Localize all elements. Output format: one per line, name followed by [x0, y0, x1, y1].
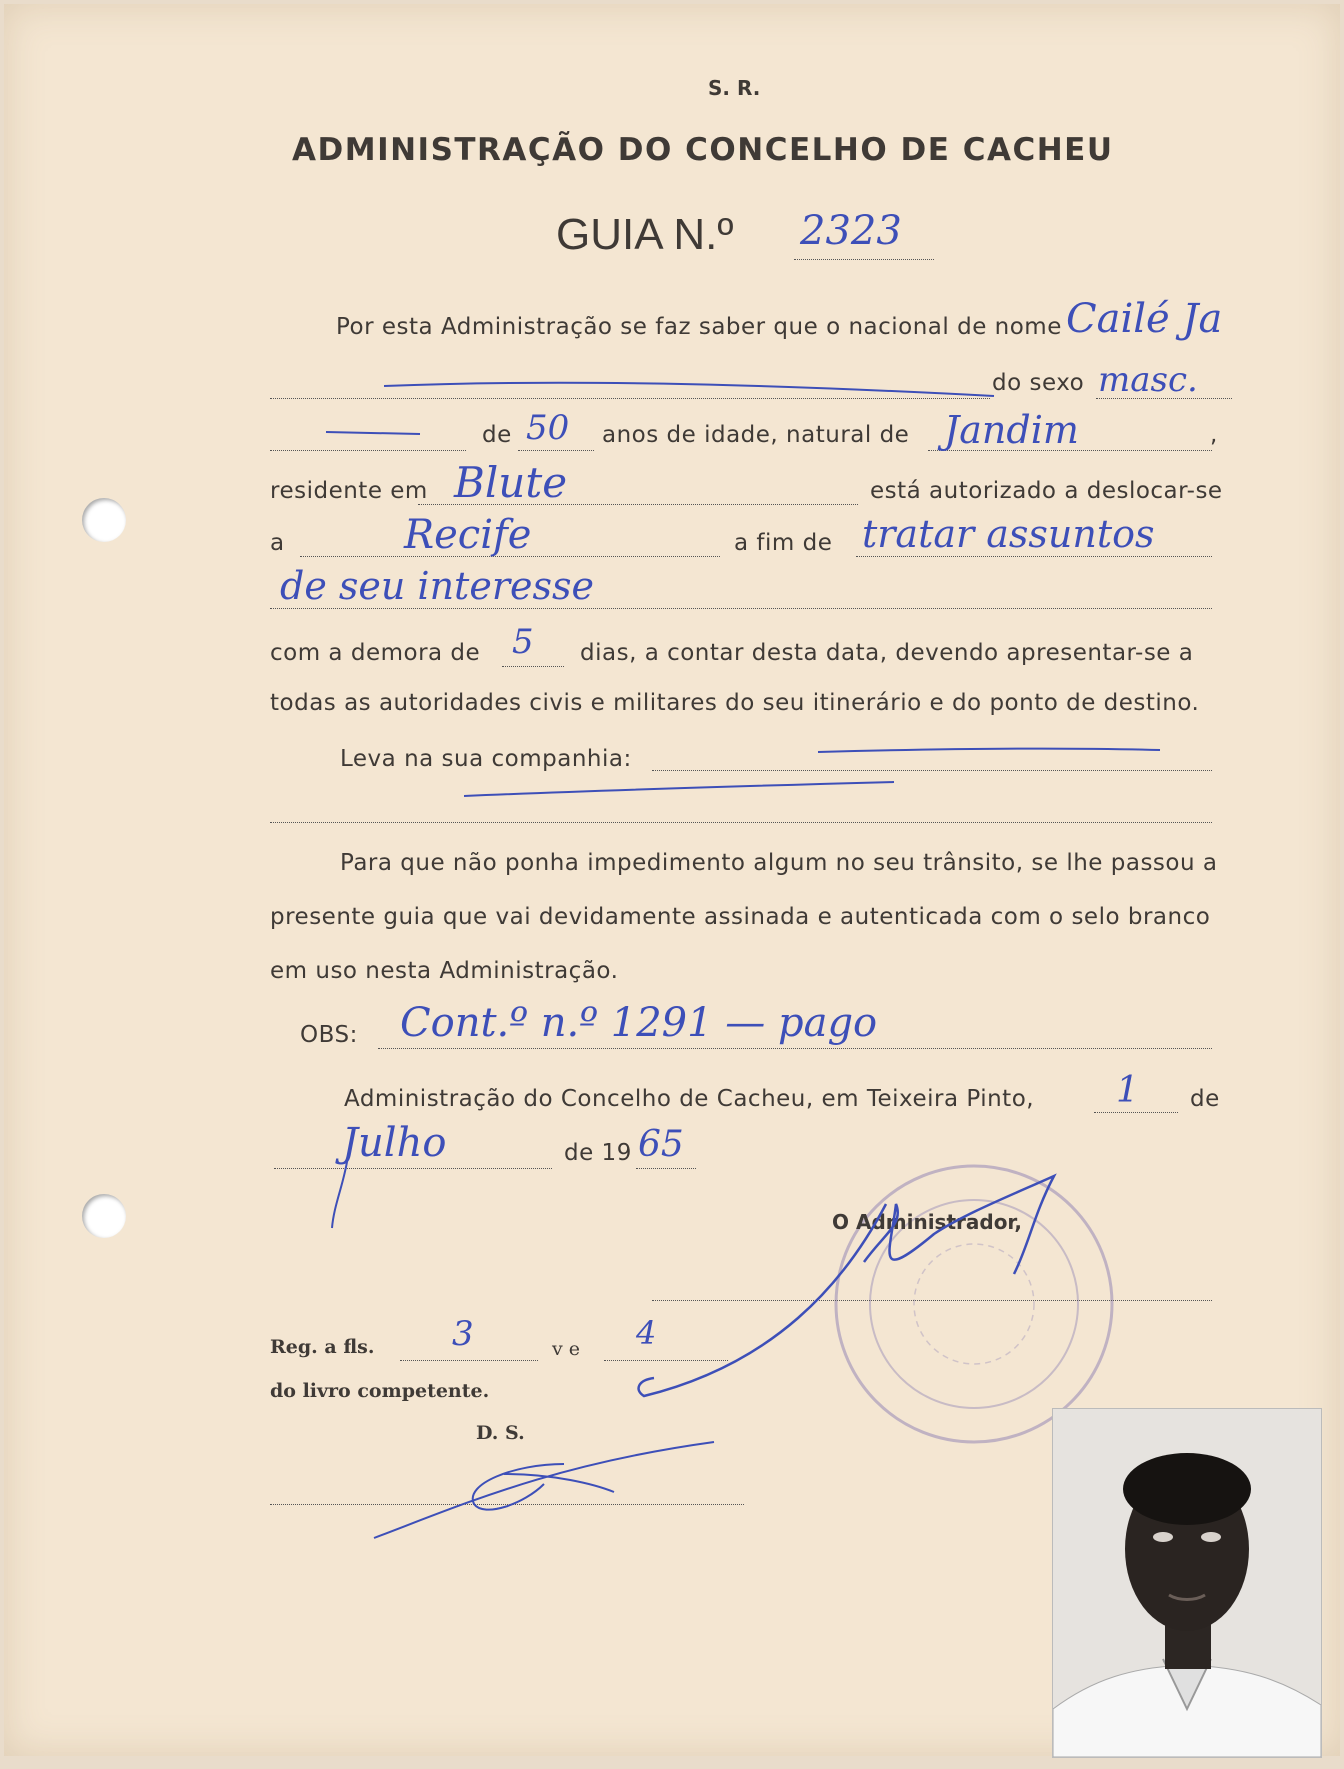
obs-value: Cont.º n.º 1291 — pago	[400, 1000, 878, 1046]
paragraph-line-3: em uso nesta Administração.	[270, 958, 619, 984]
v-line	[604, 1360, 728, 1361]
demora-value: 5	[512, 622, 534, 662]
companhia-label: Leva na sua companhia:	[340, 746, 632, 772]
ds-label: D. S.	[476, 1422, 525, 1444]
reg-label: Reg. a fls.	[270, 1336, 375, 1358]
paragraph-line-2: presente guia que vai devidamente assinada e autenticada com o selo branco	[270, 904, 1211, 930]
mes-tail-stroke	[324, 1154, 364, 1234]
v-value: 4	[636, 1314, 657, 1352]
ds-signature	[364, 1434, 744, 1544]
header-authority: ADMINISTRAÇÃO DO CONCELHO DE CACHEU	[292, 132, 1114, 168]
guia-label: GUIA N.º	[556, 210, 734, 259]
paragraph-line-1: Para que não ponha impedimento algum no seu trânsito, se lhe passou a	[340, 850, 1218, 876]
fls-value: 3	[452, 1314, 474, 1354]
autoridades-text: todas as autoridades civis e militares do seu itinerário e do ponto de destino.	[270, 690, 1200, 716]
local-text: Administração do Concelho de Cacheu, em Teixeira Pinto,	[344, 1086, 1035, 1112]
fim-line	[856, 556, 1212, 557]
punch-hole-bottom	[82, 1194, 126, 1238]
fim-continuation-line	[270, 608, 1212, 609]
ve-label: v e	[552, 1338, 581, 1360]
anos-label: anos de idade, natural de	[602, 422, 910, 448]
guia-number-line	[794, 259, 934, 260]
nome-strike-stroke	[384, 374, 1004, 414]
destino-value: Recife	[404, 512, 532, 558]
autorizado-text: está autorizado a deslocar-se	[870, 478, 1223, 504]
de-label: de	[482, 422, 512, 448]
de-end-label: de	[1190, 1086, 1220, 1112]
dia-value: 1	[1116, 1070, 1139, 1111]
sexo-value: masc.	[1098, 360, 1198, 400]
mes-value: Julho	[342, 1120, 447, 1166]
administrador-signature	[634, 1164, 1194, 1424]
sexo-label: do sexo	[992, 370, 1085, 396]
demora-line	[502, 666, 564, 667]
punch-hole-top	[82, 498, 126, 542]
natural-comma: ,	[1210, 422, 1218, 448]
demora-text-2: dias, a contar desta data, devendo apresentar-se a	[580, 640, 1194, 666]
intro-text: Por esta Administração se faz saber que o nacional de nome	[336, 314, 1062, 340]
companhia-strike-strokes	[464, 742, 1184, 802]
demora-text-1: com a demora de	[270, 640, 481, 666]
guia-number: 2323	[800, 208, 902, 254]
fim-value-1: tratar assuntos	[862, 512, 1155, 556]
bearer-photo	[1052, 1408, 1322, 1758]
document-page	[4, 4, 1340, 1756]
fls-line	[400, 1360, 538, 1361]
ano-value: 65	[638, 1124, 684, 1165]
idade-line	[518, 450, 594, 451]
obs-line	[378, 1048, 1212, 1049]
residente-label: residente em	[270, 478, 428, 504]
blank-line-prefix	[270, 450, 466, 451]
fim-value-2: de seu interesse	[280, 564, 594, 608]
companhia-continuation-line	[270, 822, 1212, 823]
de-19-label: de 19	[564, 1140, 632, 1166]
idade-value: 50	[526, 408, 570, 448]
natural-value: Jandim	[944, 408, 1079, 452]
administrador-label: O Administrador,	[832, 1210, 1022, 1234]
mes-line	[274, 1168, 552, 1169]
dia-line	[1094, 1112, 1178, 1113]
residente-value: Blute	[454, 458, 568, 507]
nome-value: Cailé Ja	[1066, 296, 1223, 342]
a-fim-label: a fim de	[734, 530, 833, 556]
livro-label: do livro competente.	[270, 1380, 490, 1402]
header-sr: S. R.	[708, 76, 761, 100]
prefix-dash-stroke	[324, 422, 424, 442]
obs-label: OBS:	[300, 1022, 358, 1048]
a-label: a	[270, 530, 285, 556]
